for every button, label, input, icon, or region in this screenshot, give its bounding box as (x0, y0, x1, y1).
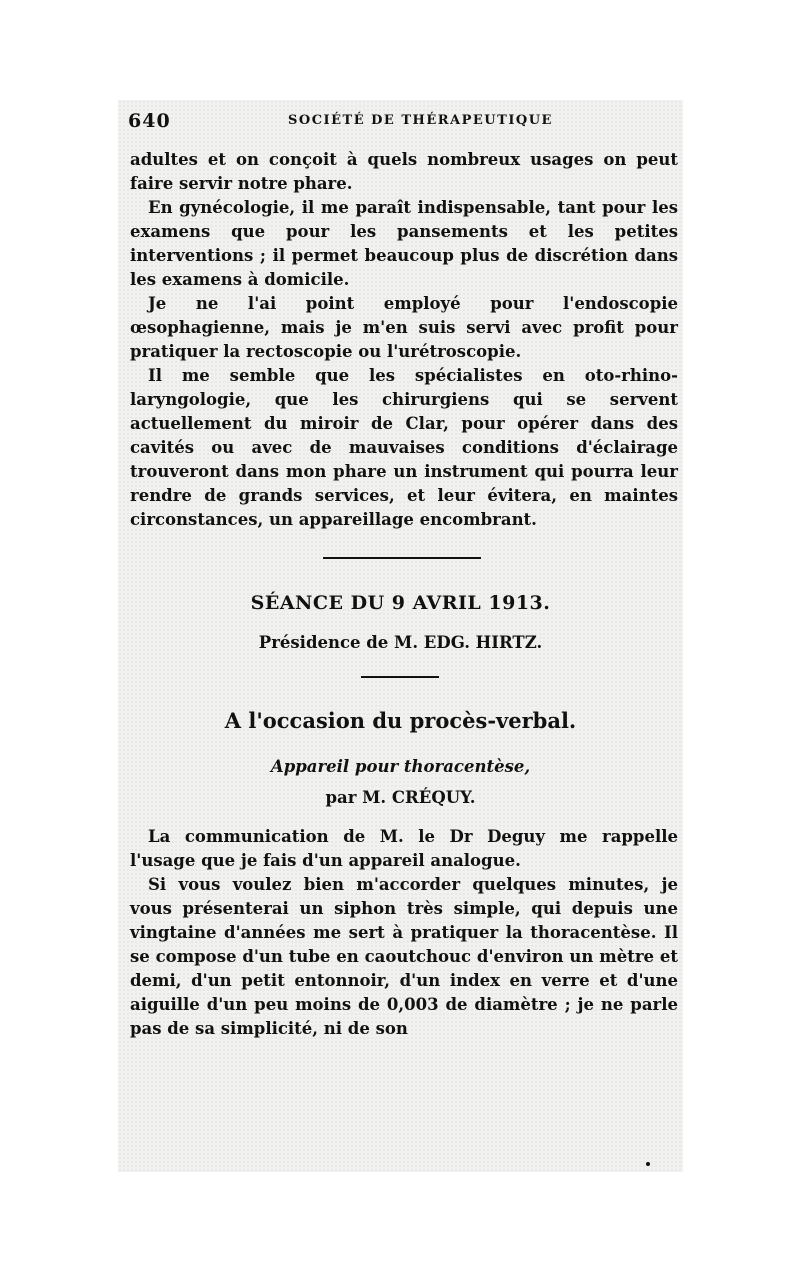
book-page (118, 100, 683, 1172)
section-title: A l'occasion du procès-verbal. (224, 708, 577, 733)
section-subtitle: Appareil pour thoracentèse, (270, 757, 531, 776)
paragraph: La communication de M. le Dr Deguy me rappelle l'usage que je fais d'un appareil analogue. (130, 827, 678, 870)
paragraph: adultes et on conçoit à quels nombreux usages on peut faire servir notre phare. (130, 150, 678, 193)
running-head: SOCIÉTÉ DE THÉRAPEUTIQUE (288, 113, 553, 128)
seance-title: SÉANCE DU 9 AVRIL 1913. (250, 592, 551, 614)
presidence-line: Présidence de M. EDG. HIRTZ. (258, 633, 543, 652)
paragraph: Si vous voulez bien m'accorder quelques minutes, je vous présenterai un siphon très simple, qui depuis une vingtaine d'années me sert à pratiquer la thoracentèse. Il se compose d'un tube en caoutchouc d'environ un mètre et demi, d'un petit entonnoir, d'un index en verre et d'une aiguille d'un peu moins de 0,003 de diamètre ; je ne parle pas de sa simplicité, ni de son (130, 875, 678, 1038)
paragraph: Je ne l'ai point employé pour l'endoscopie œsophagienne, mais je m'en suis servi avec profit pour pratiquer la rectoscopie ou l'urétroscopie. (130, 294, 678, 361)
page-number: 640 (128, 110, 171, 132)
body-text-top (130, 148, 678, 532)
section-author: par M. CRÉQUY. (325, 788, 476, 807)
short-divider (361, 676, 439, 678)
paragraph: En gynécologie, il me paraît indispensable, tant pour les examens que pour les pansements et les petites interventions ; il permet beaucoup plus de discrétion dans les examens à domicile. (130, 198, 678, 289)
page-header (128, 110, 673, 140)
print-speck (646, 1162, 650, 1166)
section-divider (323, 557, 481, 559)
paragraph: Il me semble que les spécialistes en oto-rhino-laryngologie, que les chirurgiens qui se servent actuellement du miroir de Clar, pour opérer dans des cavités ou avec de mauvaises conditions d'éclairage trouveront dans mon phare un instrument qui pourra leur rendre de grands services, et leur évitera, en maintes circonstances, un appareillage encombrant. (130, 366, 678, 529)
body-text-bottom (130, 825, 678, 1041)
